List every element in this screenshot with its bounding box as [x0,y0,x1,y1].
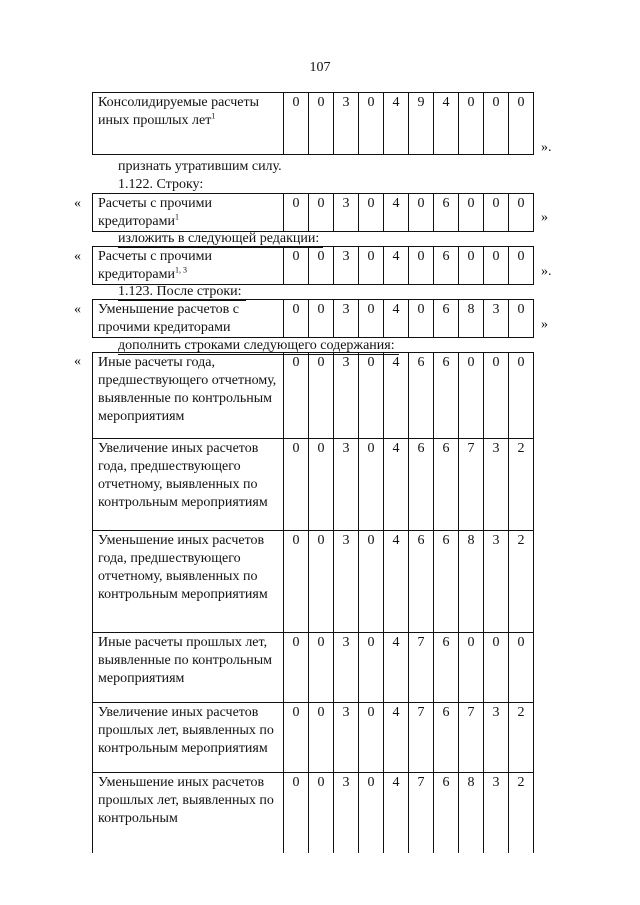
code-digit: 0 [459,247,484,285]
code-digit: 3 [334,194,359,232]
instruction-restate: изложить в следующей редакции: [118,230,323,248]
instruction-repeal: признать утратившим силу. [118,159,282,174]
item-heading-1123: 1.123. После строки: [118,283,246,301]
code-digit: 0 [284,531,309,633]
code-digit: 0 [359,633,384,703]
code-digit: 4 [384,247,409,285]
code-digit: 6 [409,439,434,531]
row-label: Расчеты с прочими кредиторами$^{1, 3}$ [93,247,284,285]
closing-quote: » [541,317,548,332]
code-digit: 0 [359,703,384,773]
code-digit: 3 [334,531,359,633]
code-digit: 6 [434,531,459,633]
code-digit: 3 [334,93,359,155]
code-digit: 2 [509,439,534,531]
code-digit: 4 [384,93,409,155]
code-digit: 0 [309,633,334,703]
code-digit: 4 [384,353,409,439]
code-digit: 0 [409,300,434,338]
code-digit: 0 [309,703,334,773]
closing-quote: » [541,210,548,225]
code-digit: 0 [359,93,384,155]
code-digit: 6 [434,773,459,853]
code-digit: 0 [509,247,534,285]
code-digit: 0 [284,93,309,155]
code-digit: 0 [284,300,309,338]
code-digit: 7 [409,703,434,773]
code-digit: 0 [409,194,434,232]
code-digit: 3 [484,531,509,633]
code-digit: 0 [484,194,509,232]
code-digit: 0 [359,773,384,853]
code-table-1123-anchor [92,299,534,338]
code-digit: 0 [284,633,309,703]
code-digit: 7 [459,703,484,773]
code-digit: 4 [384,300,409,338]
code-digit: 0 [284,773,309,853]
code-digit: 0 [359,194,384,232]
code-digit: 0 [309,93,334,155]
code-digit: 0 [484,353,509,439]
code-digit: 3 [334,439,359,531]
code-digit: 0 [309,300,334,338]
code-table-consolidated [92,92,534,155]
code-digit: 6 [434,353,459,439]
code-digit: 3 [484,439,509,531]
code-digit: 0 [284,439,309,531]
code-digit: 6 [434,703,459,773]
code-digit: 0 [459,353,484,439]
code-digit: 0 [459,194,484,232]
code-digit: 4 [384,531,409,633]
row-label: Уменьшение расчетов с прочими кредиторами [93,300,284,338]
code-digit: 2 [509,703,534,773]
code-digit: 9 [409,93,434,155]
code-digit: 0 [309,353,334,439]
table-row-label: Увеличение иных расчетов прошлых лет, выявленных по контрольным мероприятиям [93,703,284,773]
code-table-1122-new [92,246,534,285]
code-digit: 2 [509,531,534,633]
code-digit: 2 [509,773,534,853]
code-table-added-rows [92,352,534,853]
code-digit: 6 [434,194,459,232]
code-digit: 0 [359,531,384,633]
code-digit: 8 [459,531,484,633]
code-digit: 3 [334,633,359,703]
code-digit: 7 [409,633,434,703]
code-digit: 6 [434,439,459,531]
code-digit: 7 [459,439,484,531]
opening-quote: « [74,354,81,369]
table-row-label: Уменьшение иных расчетов года, предшествующего отчетному, выявленных по контрольным мероприятиям [93,531,284,633]
instruction-add-rows: дополнить строками следующего содержания: [118,337,399,355]
code-digit: 4 [384,633,409,703]
code-digit: 3 [484,773,509,853]
opening-quote: « [74,302,81,317]
code-digit: 0 [484,247,509,285]
code-digit: 8 [459,773,484,853]
code-digit: 3 [484,300,509,338]
code-digit: 0 [359,353,384,439]
code-digit: 4 [384,194,409,232]
table-row-label: Иные расчеты прошлых лет, выявленные по контрольным мероприятиям [93,633,284,703]
code-digit: 3 [484,703,509,773]
table-row-label: Иные расчеты года, предшествующего отчетному, выявленные по контрольным мероприятиям [93,353,284,439]
code-digit: 0 [284,703,309,773]
code-digit: 0 [509,194,534,232]
code-digit: 0 [309,247,334,285]
code-digit: 6 [409,353,434,439]
code-digit: 0 [284,247,309,285]
code-digit: 3 [334,773,359,853]
item-heading-1122: 1.122. Строку: [118,176,207,194]
code-digit: 0 [484,633,509,703]
row-label: Консолидируемые расчеты иных прошлых лет$^1$ [93,93,284,155]
code-digit: 0 [459,93,484,155]
code-digit: 0 [484,93,509,155]
code-digit: 0 [309,439,334,531]
page-number: 107 [309,60,331,75]
code-digit: 0 [409,247,434,285]
code-digit: 8 [459,300,484,338]
code-digit: 4 [384,703,409,773]
code-digit: 0 [509,633,534,703]
code-digit: 3 [334,353,359,439]
code-digit: 0 [359,439,384,531]
code-digit: 3 [334,300,359,338]
code-digit: 4 [434,93,459,155]
closing-quote: ». [541,140,552,155]
code-digit: 0 [309,531,334,633]
code-digit: 7 [409,773,434,853]
code-digit: 0 [359,300,384,338]
table-row-label: Уменьшение иных расчетов прошлых лет, выявленных по контрольным [93,773,284,853]
code-table-1122-old [92,193,534,232]
code-digit: 0 [459,633,484,703]
opening-quote: « [74,249,81,264]
opening-quote: « [74,196,81,211]
code-digit: 0 [509,353,534,439]
code-digit: 0 [284,353,309,439]
code-digit: 0 [309,773,334,853]
code-digit: 0 [309,194,334,232]
code-digit: 0 [509,93,534,155]
code-digit: 6 [434,247,459,285]
closing-quote: ». [541,264,552,279]
code-digit: 0 [359,247,384,285]
code-digit: 0 [284,194,309,232]
code-digit: 3 [334,247,359,285]
code-digit: 6 [409,531,434,633]
code-digit: 4 [384,439,409,531]
code-digit: 4 [384,773,409,853]
code-digit: 0 [509,300,534,338]
table-row-label: Увеличение иных расчетов года, предшествующего отчетному, выявленных по контрольным мероприятиям [93,439,284,531]
code-digit: 6 [434,633,459,703]
code-digit: 6 [434,300,459,338]
row-label: Расчеты с прочими кредиторами$^1$ [93,194,284,232]
code-digit: 3 [334,703,359,773]
